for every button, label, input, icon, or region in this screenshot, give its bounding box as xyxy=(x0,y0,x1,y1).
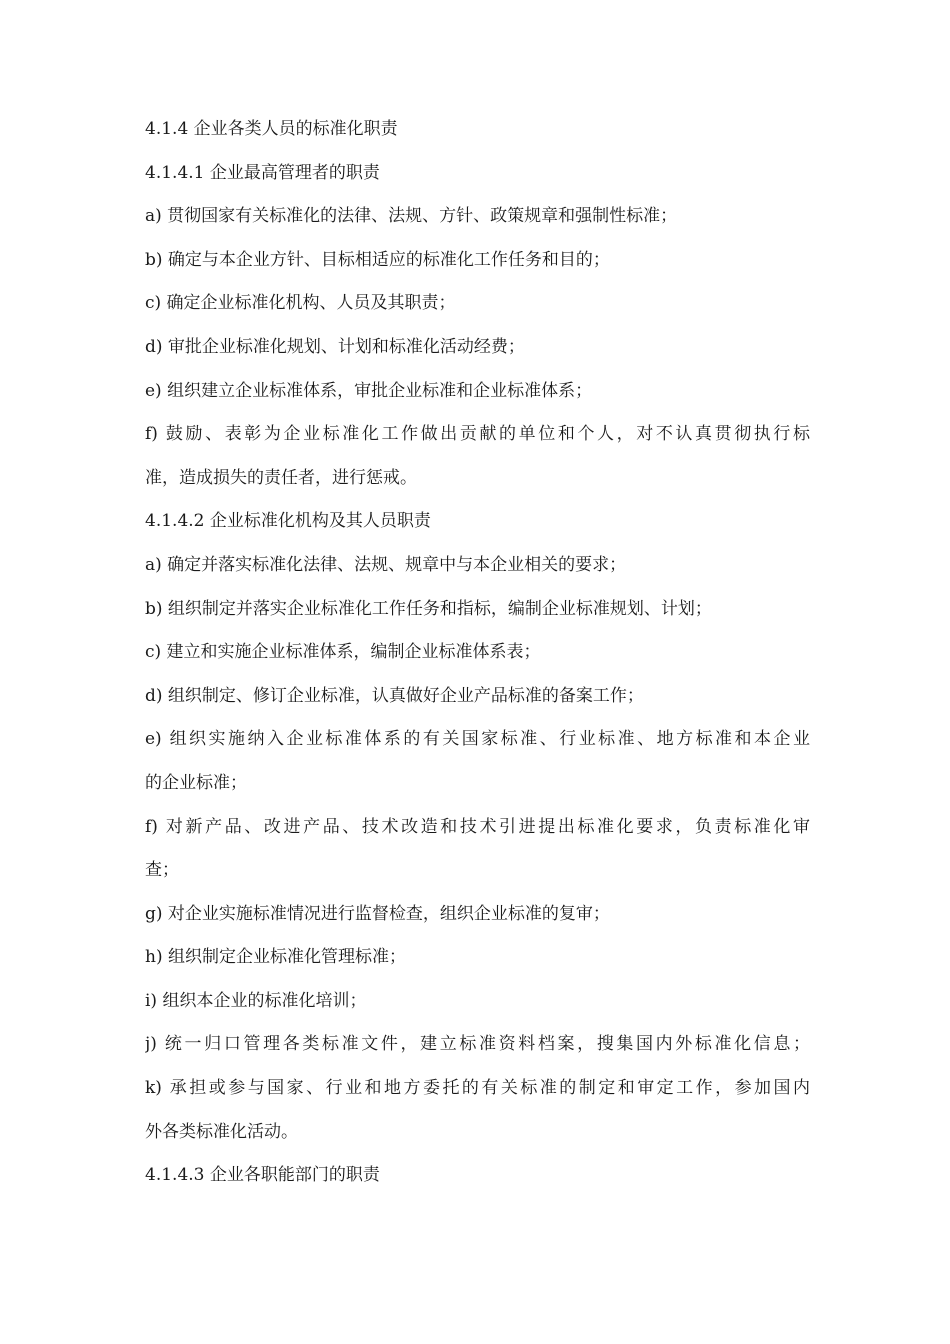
document-page xyxy=(145,108,810,1198)
list-item-h: h) 组织制定企业标准化管理标准； xyxy=(145,947,406,968)
list-item-b: b) 组织制定并落实企业标准化工作任务和指标，编制企业标准规划、计划； xyxy=(145,598,712,619)
list-item-k: k) 承担或参与国家、行业和地方委托的有关标准的制定和审定工作，参加国内 xyxy=(145,1078,810,1099)
list-item-d: d) 组织制定、修订企业标准，认真做好企业产品标准的备案工作； xyxy=(145,685,644,706)
list-item-k-continued: 外各类标准化活动。 xyxy=(145,1121,298,1142)
list-item-e-continued: 的企业标准； xyxy=(145,772,247,793)
list-item-f: f) 对新产品、改进产品、技术改造和技术引进提出标准化要求，负责标准化审 xyxy=(145,816,810,837)
subsection-heading-4-1-4-1: 4.1.4.1 企业最高管理者的职责 xyxy=(145,162,380,183)
list-item-a: a) 确定并落实标准化法律、法规、规章中与本企业相关的要求； xyxy=(145,554,627,575)
list-item-c: c) 确定企业标准化机构、人员及其职责； xyxy=(145,293,456,314)
list-item-j: j) 统一归口管理各类标准文件，建立标准资料档案，搜集国内外标准化信息； xyxy=(145,1034,810,1055)
list-item-f-continued: 查； xyxy=(145,860,179,881)
list-item-a: a) 贯彻国家有关标准化的法律、法规、方针、政策规章和强制性标准； xyxy=(145,206,678,227)
list-item-i: i) 组织本企业的标准化培训； xyxy=(145,990,367,1011)
section-heading-4-1-4: 4.1.4 企业各类人员的标准化职责 xyxy=(145,119,398,139)
list-item-b: b) 确定与本企业方针、目标相适应的标准化工作任务和目的； xyxy=(145,249,610,270)
subsection-heading-4-1-4-3: 4.1.4.3 企业各职能部门的职责 xyxy=(145,1165,380,1186)
list-item-e: e) 组织建立企业标准体系，审批企业标准和企业标准体系； xyxy=(145,380,593,401)
list-item-g: g) 对企业实施标准情况进行监督检查，组织企业标准的复审； xyxy=(145,903,610,924)
list-item-f-continued: 准，造成损失的责任者，进行惩戒。 xyxy=(145,467,417,488)
list-item-d: d) 审批企业标准化规划、计划和标准化活动经费； xyxy=(145,336,525,357)
subsection-heading-4-1-4-2: 4.1.4.2 企业标准化机构及其人员职责 xyxy=(145,511,431,532)
list-item-f: f) 鼓励、表彰为企业标准化工作做出贡献的单位和个人，对不认真贯彻执行标 xyxy=(145,424,810,445)
list-item-c: c) 建立和实施企业标准体系，编制企业标准体系表； xyxy=(145,642,541,663)
list-item-e: e) 组织实施纳入企业标准体系的有关国家标准、行业标准、地方标准和本企业 xyxy=(145,729,810,750)
